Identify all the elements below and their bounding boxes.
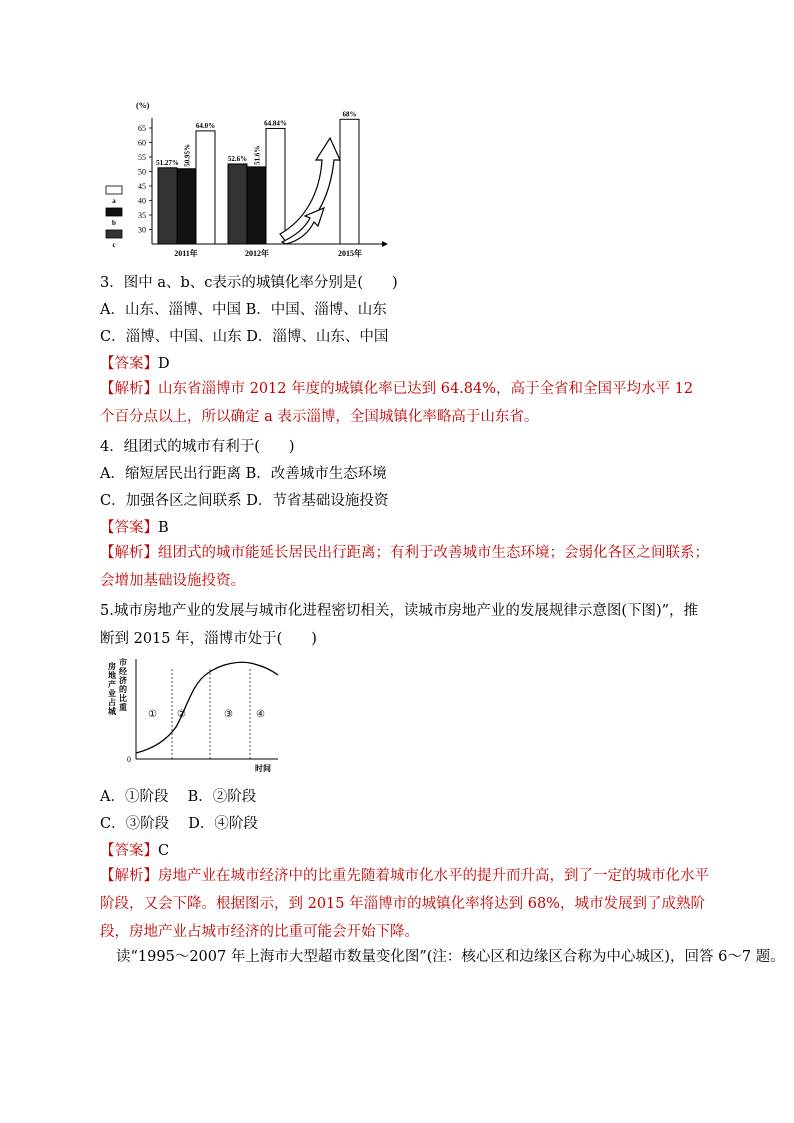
value-label-b_2011: 50.95% [183,143,192,167]
analysis-tag: 【解析】 [100,381,158,397]
y-axis-unit: (%) [136,101,150,110]
legend-swatch-c [106,230,122,238]
bar-b-2011 [177,169,196,244]
y-axis-label-char: 城 [108,707,116,716]
y-axis-label-char: 地 [108,671,116,680]
value-label-c_2012: 52.6% [227,154,248,163]
stage-4-label: ④ [256,709,265,720]
bar-b-2012 [247,167,266,244]
value-label-c_2011: 51.27% [156,158,179,167]
y-axis-label-char: 业 [108,689,116,698]
y-tick-label: 65 [138,124,146,133]
q4-options-cd: C．加强各区之间联系 D．节省基础设施投资 [100,493,389,509]
y-axis-label-char: 的 [119,685,127,694]
q3-options-ab: A．山东、淄博、中国 B．中国、淄博、山东 [100,302,387,318]
next-question-intro: 读“1995～2007 年上海市大型超市数量变化图”(注：核心区和边缘区合称为中心城区)，回答 6～7 题。 [116,949,785,965]
legend-label-c: c [112,241,116,249]
y-axis-label-char: 济 [119,676,127,685]
answer-value: D [158,356,170,372]
y-axis-label-char: 市 [119,658,127,667]
q3-analysis [100,375,712,431]
q3-options-cd: C．淄博、中国、山东 D．淄博、山东、中国 [100,329,389,345]
y-tick-label: 50 [138,167,146,177]
legend-label-b: b [112,219,116,227]
q5-options-ab: A．①阶段 B．②阶段 [100,789,257,805]
analysis-text: 房地产业在城市经济中的比重先随着城市化水平的提升而升高，到了一定的城市化水平阶段，又会下降。根据图示，到 2015 年淄博市的城镇化率将达到 68%，城市发展到了成熟阶段，房地产业占城市经济的比重可能会开始下降。 [100,868,709,940]
y-axis-label-char: 比 [119,694,127,703]
x-axis-label: 时间 [255,764,271,773]
legend-label-a: a [112,197,116,205]
bar-c-2011 [158,168,177,244]
category-label: 2011年 [174,249,198,258]
q5-options-cd: C．③阶段 D．④阶段 [100,816,258,832]
analysis-tag: 【解析】 [100,868,158,884]
category-label: 2015年 [338,249,362,258]
q5-stem: 5.城市房地产业的发展与城市化进程密切相关，读城市房地产业的发展规律示意图(下图)”，推断到 2015 年，淄博市处于( ) [100,603,699,647]
x-axis-arrow [382,241,388,247]
q3-stem: 3．图中 a、b、c表示的城镇化率分别是( ) [100,275,398,291]
y-axis-label-char: 重 [119,703,127,712]
answer-tag: 【答案】 [100,520,158,536]
y-tick-label: 40 [138,196,146,206]
q3-answer [100,354,170,374]
bar-a-2011 [196,131,215,244]
q4-answer [100,518,169,538]
stage-3-label: ③ [224,709,233,720]
y-tick-label: 35 [138,211,146,220]
q4-stem: 4．组团式的城市有利于( ) [100,439,295,455]
value-label-a_2012: 64.84% [264,119,287,128]
y-tick-label: 30 [138,225,146,235]
answer-value: B [158,520,169,536]
analysis-text: 组团式的城市能延长居民出行距离；有利于改善城市生态环境；会弱化各区之间联系；会增加基础设施投资。 [100,545,709,589]
legend-swatch-b [106,208,122,216]
legend-swatch-a [106,186,122,194]
value-label-a_2011: 64.0% [195,121,216,130]
stage-1-label: ① [148,709,157,720]
category-label: 2012年 [245,249,269,258]
y-tick-label: 60 [138,138,146,148]
analysis-text: 山东省淄博市 2012 年度的城镇化率已达到 64.84%，高于全省和全国平均水平 12 个百分点以上，所以确定 a 表示淄博，全国城镇化率略高于山东省。 [100,381,694,425]
y-tick-label: 45 [138,182,146,191]
stage-2-label: ② [177,709,186,720]
real-estate-curve-diagram [100,655,290,775]
bar-a-2012 [266,128,285,244]
y-axis-label-char: 经 [119,667,127,676]
origin-label: 0 [127,755,131,764]
q5-analysis [100,862,712,946]
q4-analysis [100,539,712,595]
development-curve [136,662,278,753]
analysis-tag: 【解析】 [100,545,158,561]
value-label-b_2012: 51.6% [253,145,262,165]
answer-tag: 【答案】 [100,843,158,859]
y-axis-label-char: 占 [108,698,116,707]
y-axis-label-char: 房 [108,662,116,671]
answer-value: C [158,843,170,859]
q4-options-ab: A．缩短居民出行距离 B．改善城市生态环境 [100,466,387,482]
q5-answer [100,841,169,861]
answer-tag: 【答案】 [100,356,158,372]
urbanization-bar-chart [100,98,400,268]
bar-a-2015 [340,119,359,244]
y-tick-label: 55 [138,153,146,162]
value-label-a_2015: 68% [342,110,357,119]
bar-c-2012 [228,164,247,244]
y-axis-label-char: 产 [108,680,116,689]
